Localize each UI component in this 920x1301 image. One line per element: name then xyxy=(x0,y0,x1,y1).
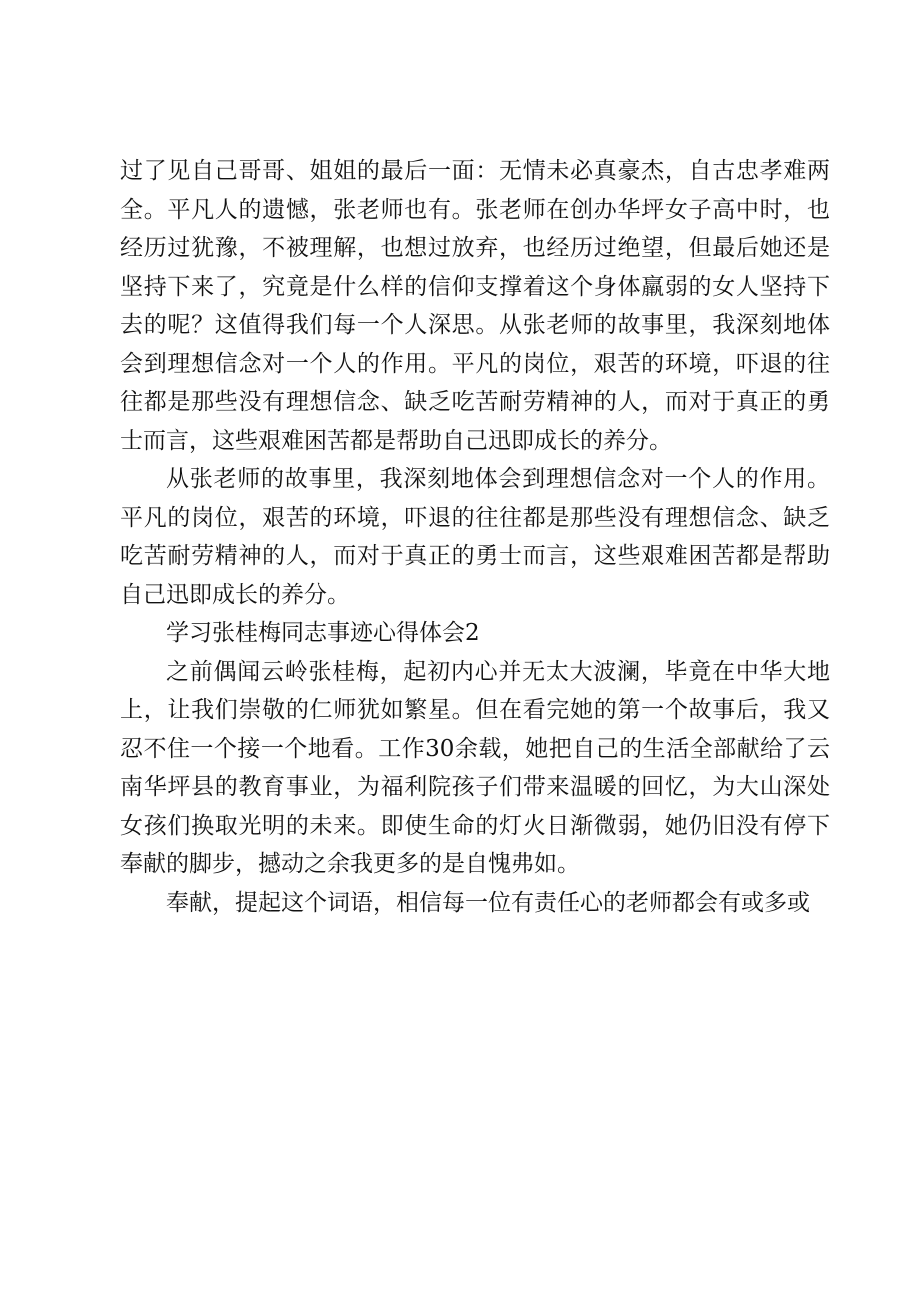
paragraph-4: 奉献，提起这个词语，相信每一位有责任心的老师都会有或多或 xyxy=(166,889,810,916)
paragraph-3: 之前偶闻云岭张桂梅，起初内心并无太大波澜，毕竟在中华大地上，让我们崇敬的仁师犹如繁星。但在看完她的第一个故事后，我又忍不住一个接一个地看。工作30余载，她把自己的生活全部献给了云南华坪县的教育事业，为福利院孩子们带来温暖的回忆，为大山深处女孩们换取光明的未来。即使生命的灯火日渐微弱，她仍旧没有停下奉献的脚步，撼动之余我更多的是自愧弗如。 xyxy=(120,658,830,877)
paragraph-1: 过了见自己哥哥、姐姐的最后一面：无情未必真豪杰，自古忠孝难两全。平凡人的遗憾，张老师也有。张老师在创办华坪女子高中时，也经历过犹豫，不被理解，也想过放弃，也经历过绝望，但最后她还是坚持下来了，究竟是什么样的信仰支撑着这个身体羸弱的女人坚持下去的呢？这值得我们每一个人深思。从张老师的故事里，我深刻地体会到理想信念对一个人的作用。平凡的岗位，艰苦的环境，吓退的往往都是那些没有理想信念、缺乏吃苦耐劳精神的人，而对于真正的勇士而言，这些艰难困苦都是帮助自己迅即成长的养分。 xyxy=(120,158,830,454)
paragraph-2: 从张老师的故事里，我深刻地体会到理想信念对一个人的作用。平凡的岗位，艰苦的环境，吓退的往往都是那些没有理想信念、缺乏吃苦耐劳精神的人，而对于真正的勇士而言，这些艰难困苦都是帮助自己迅即成长的养分。 xyxy=(120,466,830,608)
document-body xyxy=(120,152,830,922)
section-heading: 学习张桂梅同志事迹心得体会2 xyxy=(166,620,480,646)
